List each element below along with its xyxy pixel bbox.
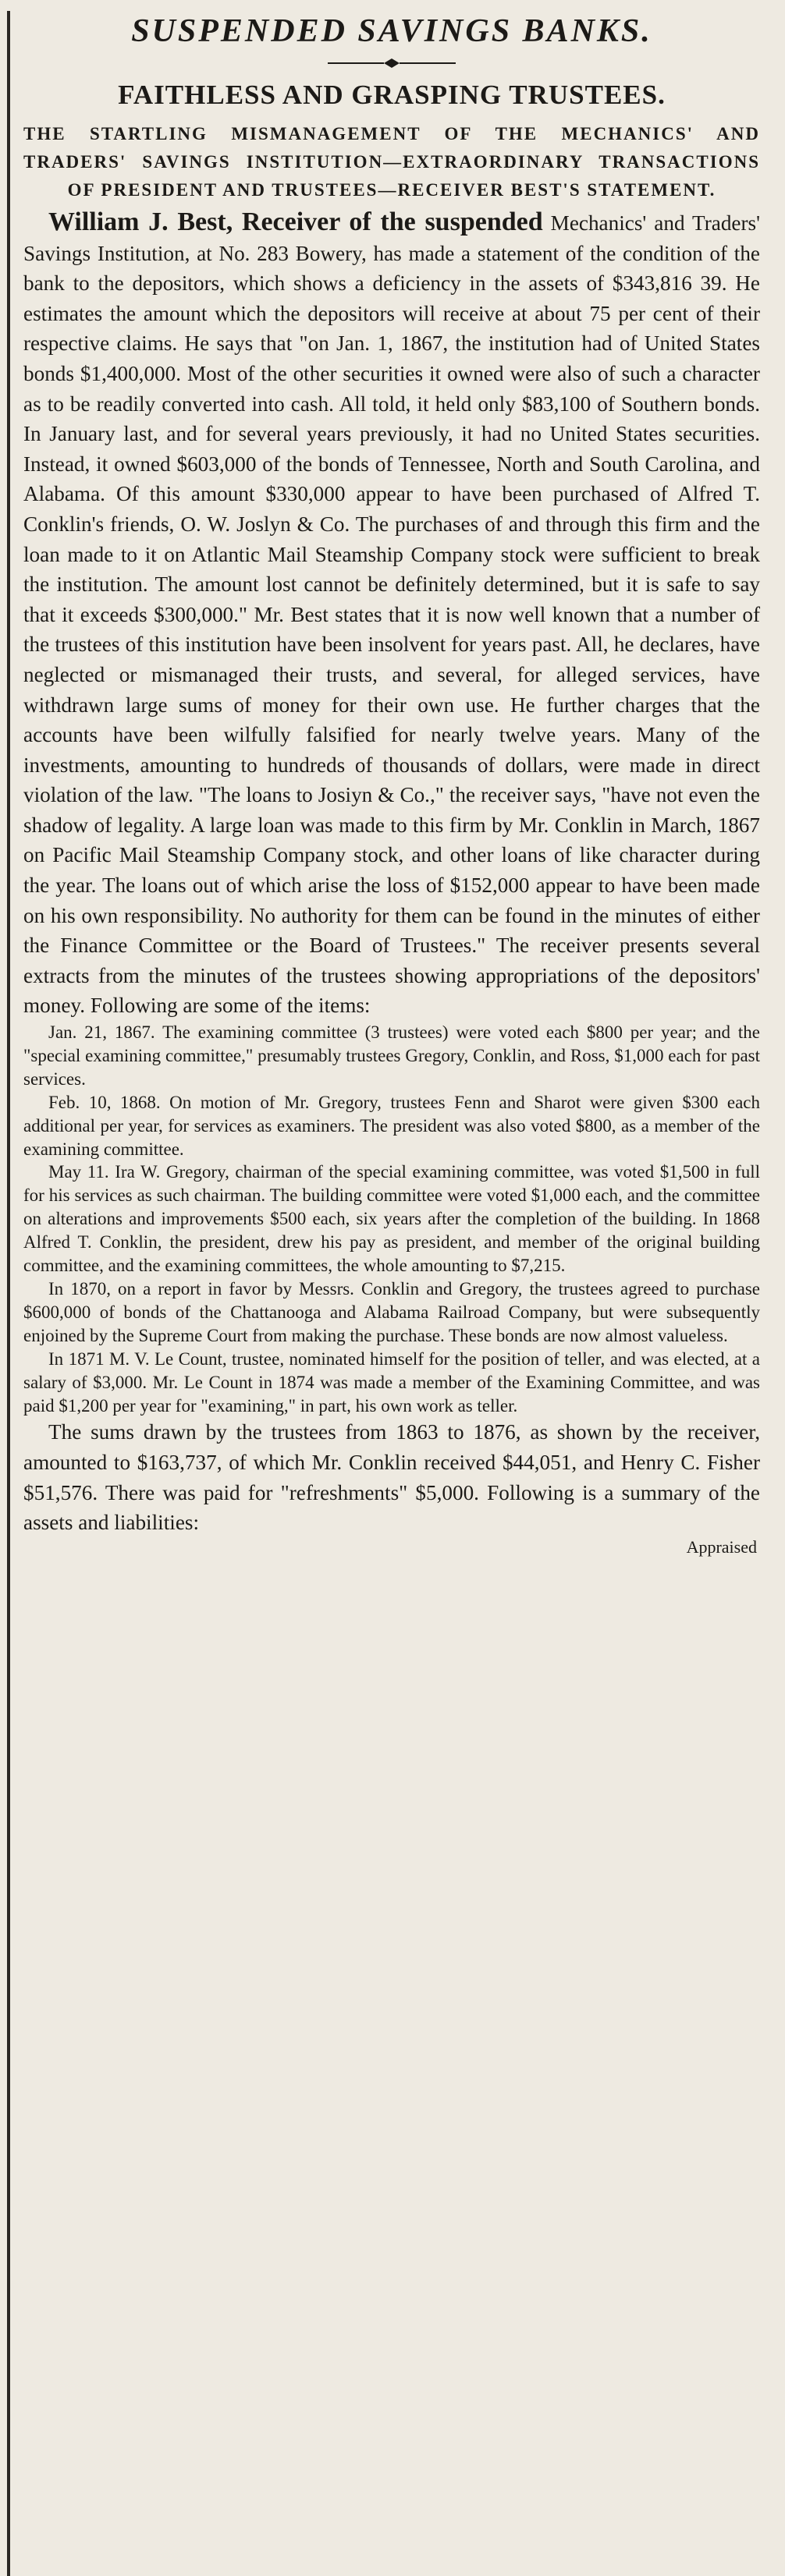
article-headline: FAITHLESS AND GRASPING TRUSTEES. <box>118 80 666 110</box>
trailing-word: Appraised <box>686 1536 757 1557</box>
lead-paragraph <box>23 207 760 1021</box>
section-masthead: SUSPENDED SAVINGS BANKS. <box>131 13 652 49</box>
column-rule <box>7 11 10 2576</box>
extract-item: In 1871 M. V. Le Count, trustee, nominated himself for the position of teller, and was elected, at a salary of $3,000. Mr. Le Count in 1874 was made a member of the Examining Committee, and was paid $1,200 per year for "examining," in part, his own work as teller. <box>23 1348 760 1416</box>
ornament-divider <box>321 58 462 69</box>
extract-item: May 11. Ira W. Gregory, chairman of the special examining committee, was voted $1,500 in full for his services as such chairman. The building committee were voted $1,000 each, and the committee on alterations and improvements $500 each, six years after the completion of the building. In 1868 Alfred T. Conklin, the president, drew his pay as president, and member of the original building committee, and the examining committees, the whole amounting to $7,215. <box>23 1162 760 1276</box>
article-body <box>23 207 760 1021</box>
minutes-extracts <box>23 1021 760 1417</box>
newspaper-column <box>0 11 785 2576</box>
closing-paragraph: The sums drawn by the trustees from 1863 to 1876, as shown by the receiver, amounted to $163,737, of which Mr. Conklin received $44,051, and Henry C. Fisher $51,576. There was paid for "refreshments" $5,000. Following is a summary of the assets and liabilities: <box>23 1420 760 1535</box>
closing-section <box>23 1417 760 1537</box>
extract-item: Feb. 10, 1868. On motion of Mr. Gregory, trustees Fenn and Sharot were given $300 each additional per year, for services as examiners. The president was also voted $800, as a member of the examining committee. <box>23 1092 760 1159</box>
lead-name: William J. Best, Receiver of the suspended <box>48 207 543 236</box>
extract-item: In 1870, on a report in favor by Messrs. Conklin and Gregory, the trustees agreed to purchase $600,000 of bonds of the Chattanooga and Alabama Railroad Company, but were subsequently enjoined by the Supreme Court from making the purchase. These bonds are now almost valueless. <box>23 1279 760 1345</box>
extract-item: Jan. 21, 1867. The examining committee (3 trustees) were voted each $800 per year; and the "special examining committee," presumably trustees Gregory, Conklin, and Ross, $1,000 each for past services. <box>23 1022 760 1089</box>
lead-text: Mechanics' and Traders' Savings Institution, at No. 283 Bowery, has made a statement of the condition of the bank to the depositors, which shows a deficiency in the assets of $343,816 39. He estimates the amount which the depositors will receive at about 75 per cent of their respective claims. He says that "on Jan. 1, 1867, the institution had of United States bonds $1,400,000. Most of the other securities it owned were also of such a character as to be readily converted into cash. All told, it held only $83,100 of Southern bonds. In January last, and for several years previously, it had no United States securities. Instead, it owned $603,000 of the bonds of Tennessee, North and South Carolina, and Alabama. Of this amount $330,000 appear to have been purchased of Alfred T. Conklin's friends, O. W. Joslyn & Co. The purchases of and through this firm and the loan made to it on Atlantic Mail Steamship Company stock were sufficient to break the institution. The amount lost cannot be definitely determined, but it is safe to say that it exceeds $300,000." Mr. Best states that it is now well known that a number of the trustees of this institution have been insolvent for years past. All, he declares, have neglected or mismanaged their trusts, and several, for alleged services, have withdrawn large sums of money for their own use. He further charges that the accounts have been wilfully falsified for nearly twelve years. Many of the investments, amounting to hundreds of thousands of dollars, were made in direct violation of the law. "The loans to Josiyn & Co.," the receiver says, "have not even the shadow of legality. A large loan was made to this firm by Mr. Conklin in March, 1867 on Pacific Mail Steamship Company stock, and other loans of like character during the year. The loans out of which arise the loss of $152,000 appear to have been made on his own responsibility. No authority for them can be found in the minutes of either the Finance Committee or the Board of Trustees." The receiver presents several extracts from the minutes of the trustees showing appropriations of the depositors' money. Following are some of the items: <box>23 211 761 1018</box>
article-deck: THE STARTLING MISMANAGEMENT OF THE MECHANICS' AND TRADERS' SAVINGS INSTITUTION—EXTRAORDINARY TRANSACTIONS OF PRESIDENT AND TRUSTEES—RECEIVER BEST'S STATEMENT. <box>23 124 760 200</box>
